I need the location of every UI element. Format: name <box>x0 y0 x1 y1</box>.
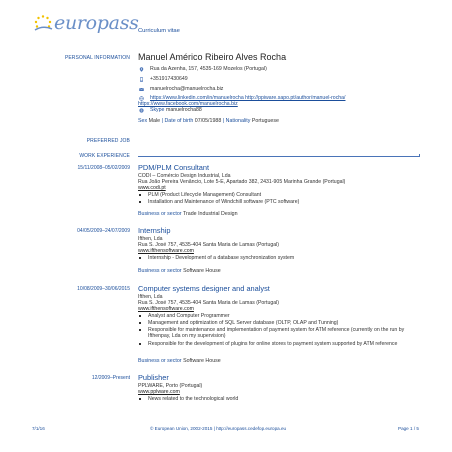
job-sector: Business or sector Software House <box>138 268 221 274</box>
job-website[interactable]: www.ifthensoftware.com <box>138 306 194 312</box>
job-sector: Business or sector Software House <box>138 358 221 364</box>
skype-label: Skype <box>150 107 165 113</box>
dob-value: 07/05/1988 <box>194 118 222 124</box>
facebook-link[interactable]: https://www.facebook.com/manuelrocha.biz <box>138 101 238 107</box>
job-sector: Business or sector Trade Industrial Design <box>138 211 238 217</box>
job-address: Rua João Pereira Venâncio, Lote 5-E, Apartado 382, 2431-905 Marinha Grande (Portugal) <box>138 179 346 185</box>
footer-date: 7/1/16 <box>32 426 45 431</box>
document-type: Curriculum vitae <box>138 28 180 34</box>
job-website[interactable]: www.ifthensoftware.com <box>138 248 194 254</box>
section-divider <box>138 156 420 157</box>
job-bullet: Management and optimization of SQL Server database (OLTP, OLAP and Tunning) <box>142 320 424 326</box>
skype-value: manuelrocha88 <box>166 107 202 113</box>
section-work-experience: WORK EXPERIENCE <box>79 153 130 159</box>
sex-value: Male <box>148 118 161 124</box>
website-links[interactable]: https://www.linkedin.com/in/manuelrocha http://ppiware.sapo.pt/author/manuel-rocha/ <box>150 95 346 101</box>
section-divider-end <box>419 154 420 157</box>
job-dates: 15/11/2008–05/02/2009 <box>77 165 130 171</box>
job-dates: 10/08/2009–30/06/2015 <box>77 286 130 292</box>
email-icon <box>139 87 144 92</box>
svg-text:S: S <box>140 108 143 113</box>
job-bullet: Analyst and Computer Programmer <box>142 313 424 319</box>
sex-label: Sex <box>138 118 148 124</box>
job-title: Internship <box>138 226 171 235</box>
job-address: Rua S. José 757, 4535-404 Santa Maria de Lamas (Portugal) <box>138 242 280 248</box>
job-title: Publisher <box>138 373 169 382</box>
job-address: Rua S. José 757, 4535-404 Santa Maria de Lamas (Portugal) <box>138 300 280 306</box>
job-bullet: Installation and Maintenance of Windchill software (PTC software) <box>142 199 424 205</box>
section-personal-information: PERSONAL INFORMATION <box>64 55 130 61</box>
skype-icon <box>139 108 144 113</box>
europass-stars-logo-icon <box>32 14 54 34</box>
location-pin-icon <box>139 67 144 72</box>
job-employer: Ifthen, Lda <box>138 236 163 242</box>
job-employer: PPLWARE, Porto (Portugal) <box>138 383 203 389</box>
job-employer: CODI – Comércio Design Industrial, Lda <box>138 173 231 179</box>
job-employer: Ifthen, Lda <box>138 294 163 300</box>
nationality-value: Portuguese <box>251 118 279 124</box>
dob-label: Date of birth <box>164 118 194 124</box>
full-name: Manuel Américo Ribeiro Alves Rocha <box>138 52 287 62</box>
job-bullet: Responsible for the development of plugins for online stores to payment system supported by ATM reference <box>142 341 420 347</box>
phone-icon <box>139 77 144 82</box>
section-preferred-job: PREFERRED JOB <box>86 138 130 144</box>
footer-copyright: © European Union, 2002-2015 | http://europass.cedefop.europa.eu <box>150 426 287 431</box>
nationality-label: Nationality <box>225 118 251 124</box>
footer-page-number: Page 1 / 5 <box>398 426 419 431</box>
email-address[interactable]: manuelrocha@manuelrocha.biz <box>150 86 224 92</box>
job-bullet: PLM (Product Lifecycle Management) Consultant <box>142 192 424 198</box>
job-website[interactable]: www.pplware.com <box>138 389 180 395</box>
job-bullet: Internship - Development of a database synchronization system <box>142 255 424 261</box>
job-bullet: Responsible for maintenance and implementation of payment system for ATM reference (currently on the run by Ifthenpay, Lda on my supervision) <box>142 327 420 340</box>
personal-meta: Sex Male | Date of birth 07/05/1988 | Nationality Portuguese <box>138 118 279 124</box>
job-website[interactable]: www.codi.pt <box>138 185 166 191</box>
job-title: PDM/PLM Consultant <box>138 163 210 172</box>
address: Rua da Azenha, 157, 4535-169 Mozelos (Portugal) <box>150 66 267 72</box>
brand-name: europass <box>54 12 139 34</box>
phone-number: +351917430649 <box>150 76 188 82</box>
job-dates: 04/05/2009–24/07/2009 <box>77 228 130 234</box>
job-title: Computer systems designer and analyst <box>138 284 270 293</box>
job-bullet: News related to the technological world <box>142 396 424 402</box>
job-dates: 12/2009–Present <box>91 375 130 381</box>
